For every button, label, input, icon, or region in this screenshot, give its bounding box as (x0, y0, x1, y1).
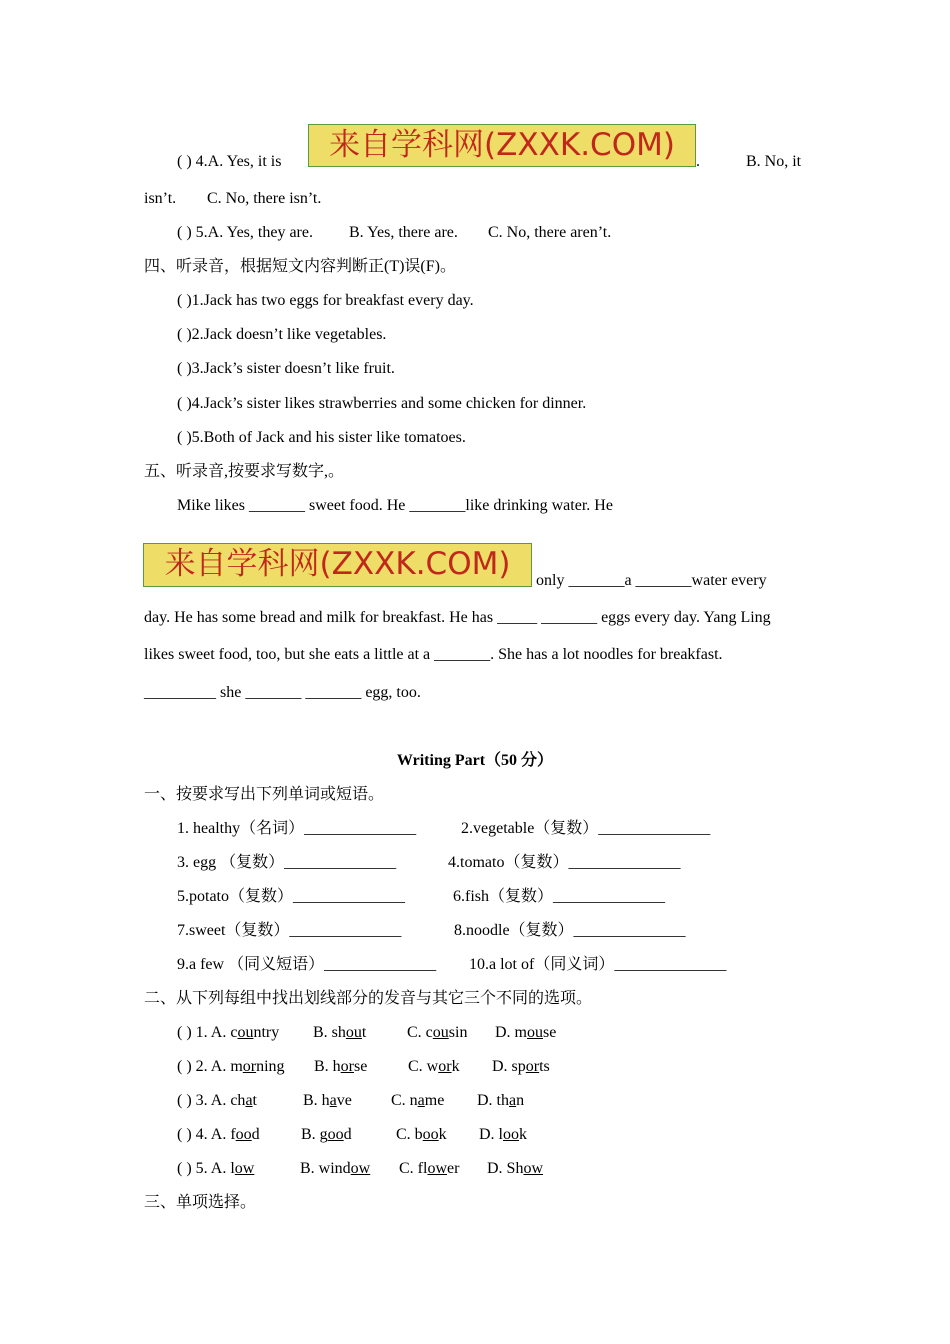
section5-heading: 五、听录音,按要求写数字,。 (144, 463, 345, 480)
watermark-banner-top: 来自学科网(ZXXK.COM) (308, 124, 696, 167)
word-task: 5.potato（复数）______________ (177, 888, 405, 905)
section4-heading: 四、听录音，根据短文内容判断正(T)误(F)。 (144, 258, 456, 275)
phonics-option-b: B. good (301, 1126, 352, 1143)
phonics-option-b: B. window (300, 1160, 371, 1177)
passage-line-5: _________ she _______ _______ egg, too. (144, 684, 421, 701)
word-task: 4.tomato（复数）______________ (448, 854, 681, 871)
phonics-option-d: D. than (477, 1092, 525, 1109)
phonics-option-d: D. Show (487, 1160, 544, 1177)
writing-part-title: Writing Part（50 分） (396, 752, 554, 769)
phonics-option-b: B. have (303, 1092, 352, 1109)
q4-dot: . (696, 153, 700, 170)
phonics-row: ( ) 1. A. country (177, 1024, 280, 1041)
word-task: 2.vegetable（复数）______________ (461, 820, 711, 837)
watermark-banner-middle: 来自学科网(ZXXK.COM) (143, 543, 532, 587)
word-task: 10.a lot of（同义词）______________ (469, 956, 727, 973)
phonics-option-d: D. sports (492, 1058, 550, 1075)
q4-continued: isn’t. (144, 190, 177, 207)
phonics-option-c: C. book (396, 1126, 447, 1143)
phonics-row: ( ) 5. A. low (177, 1160, 255, 1177)
q5-option-a: ( ) 5.A. Yes, they are. (177, 224, 313, 241)
q4-option-b: B. No, it (746, 153, 802, 170)
tf-item: ( )4.Jack’s sister likes strawberries and some chicken for dinner. (177, 395, 587, 412)
passage-line-2: only _______a _______water every (536, 572, 767, 589)
phonics-option-d: D. mouse (495, 1024, 557, 1041)
phonics-row: ( ) 2. A. morning (177, 1058, 285, 1075)
word-task: 8.noodle（复数）______________ (454, 922, 686, 939)
phonics-option-c: C. name (391, 1092, 445, 1109)
passage-line-4: likes sweet food, too, but she eats a little at a _______. She has a lot noodles for breakfast. (144, 646, 723, 663)
word-task: 3. egg （复数）______________ (177, 854, 397, 871)
writing-section1-heading: 一、按要求写出下列单词或短语。 (144, 786, 385, 803)
writing-section2-heading: 二、从下列每组中找出划线部分的发音与其它三个不同的选项。 (144, 990, 593, 1007)
word-task: 9.a few （同义短语）______________ (177, 956, 437, 973)
passage-line-1: Mike likes _______ sweet food. He _______like drinking water. He (177, 497, 613, 514)
phonics-row: ( ) 3. A. chat (177, 1092, 257, 1109)
word-task: 7.sweet（复数）______________ (177, 922, 402, 939)
q5-option-b: B. Yes, there are. (349, 224, 458, 241)
tf-item: ( )3.Jack’s sister doesn’t like fruit. (177, 360, 395, 377)
q5-option-c: C. No, there aren’t. (488, 224, 612, 241)
phonics-option-d: D. look (479, 1126, 527, 1143)
q4-option-a: ( ) 4.A. Yes, it is (177, 153, 282, 170)
phonics-option-c: C. work (408, 1058, 460, 1075)
q4-option-c: C. No, there isn’t. (207, 190, 322, 207)
phonics-option-b: B. shout (313, 1024, 367, 1041)
tf-item: ( )2.Jack doesn’t like vegetables. (177, 326, 387, 343)
word-task: 1. healthy（名词）______________ (177, 820, 417, 837)
writing-section3-heading: 三、单项选择。 (144, 1194, 257, 1211)
word-task: 6.fish（复数）______________ (453, 888, 666, 905)
phonics-option-c: C. cousin (407, 1024, 468, 1041)
passage-line-3: day. He has some bread and milk for breakfast. He has _____ _______ eggs every day. Yang Ling (144, 609, 771, 626)
phonics-row: ( ) 4. A. food (177, 1126, 260, 1143)
tf-item: ( )1.Jack has two eggs for breakfast every day. (177, 292, 474, 309)
phonics-option-b: B. horse (314, 1058, 368, 1075)
tf-item: ( )5.Both of Jack and his sister like tomatoes. (177, 429, 466, 446)
phonics-option-c: C. flower (399, 1160, 460, 1177)
